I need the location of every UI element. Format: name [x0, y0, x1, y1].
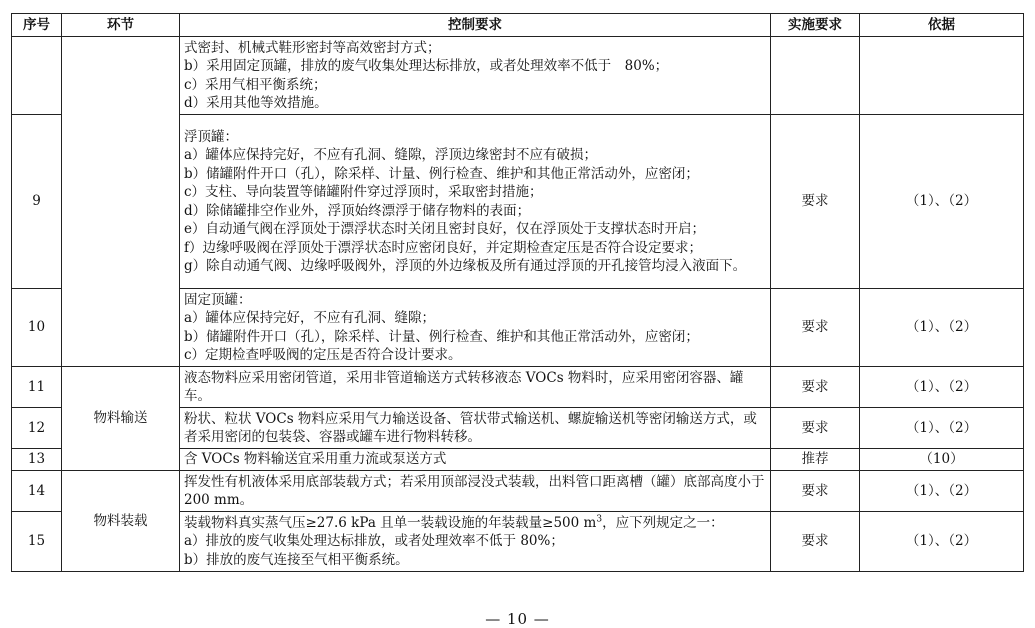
row-basis: （10）: [860, 449, 1024, 471]
row-seq: [12, 37, 62, 115]
requirement-line: g）除自动通气阀、边缘呼吸阀外，浮顶的外边缘板及所有通过浮顶的开孔接管均浸入液面下。: [184, 258, 747, 274]
stage-cell-loading: 物料装载: [62, 471, 180, 572]
requirement-line: c）定期检查呼吸阀的定压是否符合设计要求。: [184, 347, 462, 363]
requirement-text: ，应下列规定之一：: [602, 514, 724, 531]
superscript-exponent: 3: [596, 514, 603, 525]
requirement-line: 粉状、粒状 VOCs 物料应采用气力输送设备、管状带式输送机、螺旋输送机等密闭输送方式，或者采用密闭的包装袋、容器或罐车进行物料转移。: [184, 410, 757, 445]
requirement-line: d）除储罐排空作业外，浮顶始终漂浮于储存物料的表面；: [184, 202, 531, 219]
row-basis: （1）、（2）: [860, 408, 1024, 449]
stage-cell-storage: [62, 37, 180, 367]
requirement-line: b）排放的废气连接至气相平衡系统。: [184, 551, 409, 568]
requirement-line: b）采用固定顶罐，排放的废气收集处理达标排放，或者处理效率不低于 80%；: [184, 58, 669, 74]
requirement-line: a）罐体应保持完好，不应有孔洞、缝隙；: [184, 310, 436, 326]
stage-cell-transport: 物料输送: [62, 367, 180, 471]
row-requirement: [180, 408, 771, 449]
requirement-line: b）储罐附件开口（孔），除采样、计量、例行检查、维护和其他正常活动外，应密闭；: [184, 165, 699, 182]
requirement-line: f）边缘呼吸阀在浮顶处于漂浮状态时应密闭良好，并定期检查定压是否符合设定要求；: [184, 239, 702, 256]
requirement-line: e）自动通气阀在浮顶处于漂浮状态时关闭且密封良好，仅在浮顶处于支撑状态时开启；: [184, 221, 705, 237]
requirement-line: 固定顶罐：: [184, 291, 252, 308]
control-requirements-table: [11, 13, 1024, 572]
row-requirement: [180, 512, 771, 572]
table-row: [12, 367, 1024, 408]
requirement-line: c）采用气相平衡系统；: [184, 76, 327, 93]
requirement-line: [184, 514, 766, 533]
requirement-line: c）支柱、导向装置等储罐附件穿过浮顶时，采取密封措施；: [184, 184, 543, 200]
row-requirement: [180, 367, 771, 408]
row-implementation: [771, 37, 860, 115]
row-implementation: 要求: [771, 289, 860, 367]
header-requirement: 控制要求: [180, 14, 771, 37]
row-implementation: 要求: [771, 512, 860, 572]
header-implementation: 实施要求: [771, 14, 860, 37]
row-requirement: [180, 471, 771, 512]
row-seq: 10: [12, 289, 62, 367]
requirement-line: 挥发性有机液体采用底部装载方式；若采用顶部浸没式装载，出料管口距离槽（罐）底部高度小于 200 mm。: [184, 473, 765, 508]
table-row: [12, 37, 1024, 115]
row-basis: （1）、（2）: [860, 367, 1024, 408]
row-implementation: 要求: [771, 367, 860, 408]
row-basis: （1）、（2）: [860, 115, 1024, 289]
row-basis: （1）、（2）: [860, 289, 1024, 367]
row-seq: 14: [12, 471, 62, 512]
header-basis: 依据: [860, 14, 1024, 37]
requirement-line: b）储罐附件开口（孔），除采样、计量、例行检查、维护和其他正常活动外，应密闭；: [184, 328, 699, 345]
requirement-text: 装载物料真实蒸气压≥27.6 kPa 且单一装载设施的年装载量≥500 m: [184, 514, 597, 531]
row-basis: [860, 37, 1024, 115]
table-header-row: [12, 14, 1024, 37]
requirement-line: 液态物料应采用密闭管道，采用非管道输送方式转移液态 VOCs 物料时，应采用密闭容器、罐车。: [184, 369, 744, 404]
row-seq: 12: [12, 408, 62, 449]
requirement-line: a）罐体应保持完好，不应有孔洞、缝隙，浮顶边缘密封不应有破损；: [184, 147, 598, 163]
requirement-line: d）采用其他等效措施。: [184, 95, 328, 111]
row-requirement: [180, 449, 771, 471]
row-requirement: [180, 289, 771, 367]
header-seq: 序号: [12, 14, 62, 37]
requirement-line: 式密封、机械式鞋形密封等高效密封方式；: [184, 39, 441, 56]
row-implementation: 要求: [771, 115, 860, 289]
row-requirement: [180, 37, 771, 115]
row-implementation: 要求: [771, 408, 860, 449]
page-number: — 10 —: [485, 610, 550, 628]
row-requirement: [180, 115, 771, 289]
row-implementation: 要求: [771, 471, 860, 512]
row-seq: 11: [12, 367, 62, 408]
row-seq: 15: [12, 512, 62, 572]
row-basis: （1）、（2）: [860, 512, 1024, 572]
row-seq: 13: [12, 449, 62, 471]
requirement-line: 含 VOCs 物料输送宜采用重力流或泵送方式: [184, 451, 447, 468]
table-row: [12, 471, 1024, 512]
row-implementation: 推荐: [771, 449, 860, 471]
row-seq: 9: [12, 115, 62, 289]
requirement-line: a）排放的废气收集处理达标排放，或者处理效率不低于 80%；: [184, 533, 564, 550]
row-basis: （1）、（2）: [860, 471, 1024, 512]
header-stage: 环节: [62, 14, 180, 37]
requirement-line: 浮顶罐：: [184, 128, 238, 145]
